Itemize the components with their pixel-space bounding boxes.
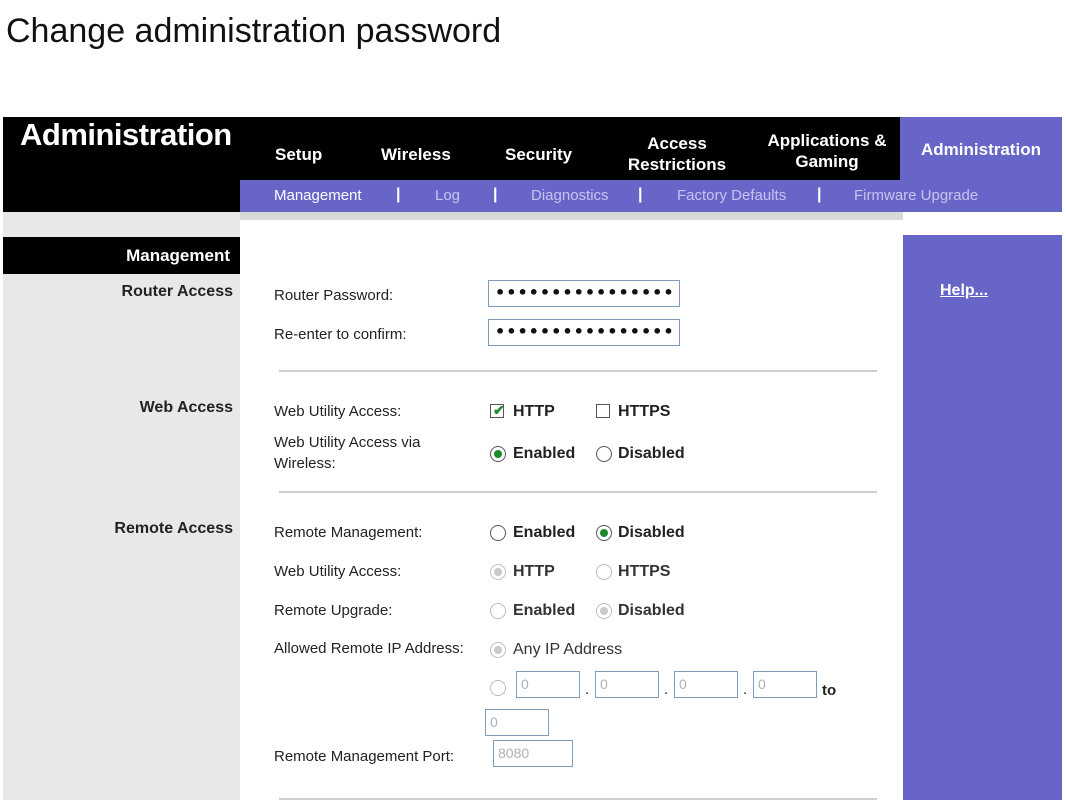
remote-upgrade-disabled-radio[interactable] <box>596 603 612 619</box>
divider <box>279 491 877 493</box>
https-checkbox[interactable] <box>596 404 610 418</box>
help-link[interactable]: Help... <box>940 282 989 299</box>
web-access-wireless-label: Web Utility Access via Wireless: <box>274 434 421 472</box>
remote-https-radio[interactable] <box>596 564 612 580</box>
ip-dot: . <box>664 681 669 698</box>
ip-dot: . <box>585 681 590 698</box>
slide-title: Change administration password <box>6 12 502 50</box>
subtab-separator: | <box>817 186 822 203</box>
divider <box>279 370 877 372</box>
remote-mgmt-enabled-label: Enabled <box>513 524 576 541</box>
tab-administration-label: Administration <box>921 140 1041 159</box>
ip-octet-3-input[interactable]: 0 <box>674 671 738 698</box>
subtab-separator: | <box>396 186 401 203</box>
subtab-management[interactable]: Management <box>274 187 362 204</box>
wireless-disabled-label: Disabled <box>618 445 685 462</box>
router-password-label: Router Password: <box>274 287 394 304</box>
router-password-field[interactable]: •••••••••••••••• <box>488 280 680 307</box>
ip-octet-1-input[interactable]: 0 <box>516 671 580 698</box>
tab-applications-line1: Applications & <box>767 131 887 150</box>
http-option-label: HTTP <box>513 403 555 420</box>
wireless-enabled-label: Enabled <box>513 445 576 462</box>
http-checkbox[interactable] <box>490 404 504 418</box>
remote-web-utility-label: Web Utility Access: <box>274 563 402 580</box>
subtab-separator: | <box>493 186 498 203</box>
ip-dot: . <box>743 681 748 698</box>
remote-management-label: Remote Management: <box>274 524 423 541</box>
tab-setup[interactable]: Setup <box>275 145 323 164</box>
radio-selected-dot <box>494 450 502 458</box>
any-ip-label: Any IP Address <box>513 641 623 658</box>
section-heading: Management <box>126 246 230 265</box>
ip-octet-4-input[interactable]: 0 <box>753 671 817 698</box>
subtab-firmware-upgrade[interactable]: Firmware Upgrade <box>854 187 979 204</box>
help-panel <box>903 235 1062 800</box>
remote-mgmt-enabled-radio[interactable] <box>490 525 506 541</box>
remote-upgrade-enabled-label: Enabled <box>513 602 576 619</box>
allowed-ip-label: Allowed Remote IP Address: <box>274 640 464 657</box>
subtab-diagnostics[interactable]: Diagnostics <box>531 187 609 204</box>
confirm-password-label: Re-enter to confirm: <box>274 326 407 343</box>
group-label-router-access: Router Access <box>121 283 233 300</box>
remote-http-radio[interactable] <box>490 564 506 580</box>
tab-wireless[interactable]: Wireless <box>381 145 451 164</box>
router-admin-panel <box>3 117 1062 800</box>
remote-port-label: Remote Management Port: <box>274 748 455 765</box>
confirm-password-field[interactable]: •••••••••••••••• <box>488 319 680 346</box>
radio-selected-dot <box>494 646 502 654</box>
any-ip-radio[interactable] <box>490 642 506 658</box>
tab-applications-gaming[interactable] <box>765 130 889 172</box>
radio-selected-dot <box>600 607 608 615</box>
tab-access-restrictions[interactable] <box>625 133 729 175</box>
checkmark-icon: ✔ <box>493 402 505 418</box>
subtab-factory-defaults[interactable]: Factory Defaults <box>677 187 787 204</box>
web-utility-access-label: Web Utility Access: <box>274 403 402 420</box>
group-label-remote-access: Remote Access <box>114 520 233 537</box>
ip-range-end-input[interactable]: 0 <box>485 709 549 736</box>
radio-selected-dot <box>494 568 502 576</box>
remote-upgrade-enabled-radio[interactable] <box>490 603 506 619</box>
ip-octet-2-input[interactable]: 0 <box>595 671 659 698</box>
subtab-bar <box>240 180 1062 212</box>
settings-content <box>240 212 903 800</box>
remote-upgrade-disabled-label: Disabled <box>618 602 685 619</box>
remote-http-label: HTTP <box>513 563 555 580</box>
ip-range-to-label: to <box>822 682 837 699</box>
page-heading: Administration <box>20 117 232 152</box>
section-heading-bar <box>3 237 240 274</box>
wireless-disabled-radio[interactable] <box>596 446 612 462</box>
remote-mgmt-disabled-label: Disabled <box>618 524 685 541</box>
group-label-web-access: Web Access <box>139 399 233 416</box>
tab-applications-line2: Gaming <box>795 152 859 171</box>
subtab-separator: | <box>638 186 643 203</box>
subtab-log[interactable]: Log <box>435 187 461 204</box>
https-option-label: HTTPS <box>618 403 671 420</box>
ip-range-radio[interactable] <box>490 680 506 696</box>
tab-security[interactable]: Security <box>505 145 573 164</box>
tab-access-restrictions-line1: Access <box>647 134 707 153</box>
remote-upgrade-label: Remote Upgrade: <box>274 602 393 619</box>
radio-selected-dot <box>600 529 608 537</box>
tab-access-restrictions-line2: Restrictions <box>627 155 727 174</box>
remote-https-label: HTTPS <box>618 563 671 580</box>
remote-mgmt-disabled-radio[interactable] <box>596 525 612 541</box>
wireless-enabled-radio[interactable] <box>490 446 506 462</box>
remote-port-input[interactable]: 8080 <box>493 740 573 767</box>
